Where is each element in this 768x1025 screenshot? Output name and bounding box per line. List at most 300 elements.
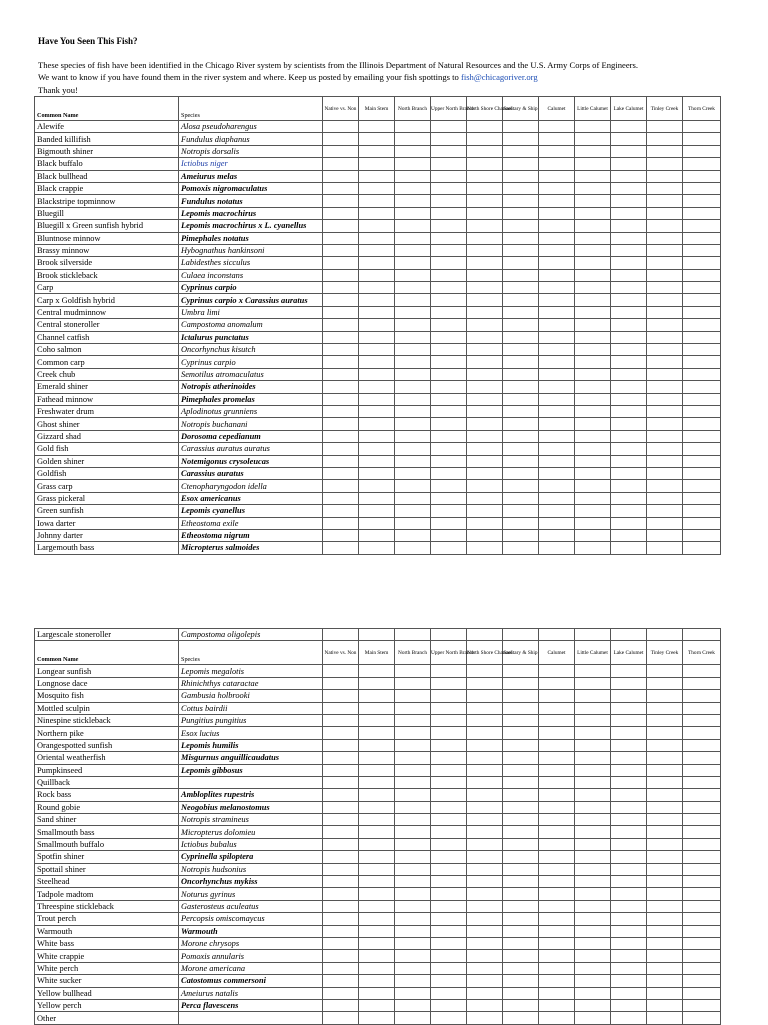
location-checkbox-cell[interactable]	[683, 492, 721, 504]
location-checkbox-cell[interactable]	[323, 814, 359, 826]
location-checkbox-cell[interactable]	[431, 1012, 467, 1024]
location-checkbox-cell[interactable]	[359, 145, 395, 157]
location-checkbox-cell[interactable]	[575, 826, 611, 838]
location-checkbox-cell[interactable]	[323, 987, 359, 999]
location-checkbox-cell[interactable]	[323, 257, 359, 269]
location-checkbox-cell[interactable]	[395, 257, 431, 269]
location-checkbox-cell[interactable]	[395, 133, 431, 145]
location-checkbox-cell[interactable]	[539, 121, 575, 133]
location-checkbox-cell[interactable]	[611, 677, 647, 689]
location-checkbox-cell[interactable]	[323, 950, 359, 962]
location-checkbox-cell[interactable]	[503, 925, 539, 937]
location-checkbox-cell[interactable]	[359, 170, 395, 182]
location-checkbox-cell[interactable]	[323, 319, 359, 331]
location-checkbox-cell[interactable]	[467, 776, 503, 788]
location-checkbox-cell[interactable]	[359, 344, 395, 356]
location-checkbox-cell[interactable]	[539, 764, 575, 776]
location-checkbox-cell[interactable]	[503, 405, 539, 417]
location-checkbox-cell[interactable]	[431, 257, 467, 269]
location-checkbox-cell[interactable]	[503, 492, 539, 504]
location-checkbox-cell[interactable]	[503, 838, 539, 850]
location-checkbox-cell[interactable]	[539, 405, 575, 417]
location-checkbox-cell[interactable]	[647, 739, 683, 751]
location-checkbox-cell[interactable]	[683, 344, 721, 356]
location-checkbox-cell[interactable]	[539, 542, 575, 554]
location-checkbox-cell[interactable]	[467, 739, 503, 751]
location-checkbox-cell[interactable]	[503, 244, 539, 256]
location-checkbox-cell[interactable]	[323, 876, 359, 888]
location-checkbox-cell[interactable]	[611, 244, 647, 256]
location-checkbox-cell[interactable]	[683, 331, 721, 343]
location-checkbox-cell[interactable]	[683, 702, 721, 714]
location-checkbox-cell[interactable]	[359, 207, 395, 219]
location-checkbox-cell[interactable]	[611, 727, 647, 739]
location-checkbox-cell[interactable]	[575, 814, 611, 826]
location-checkbox-cell[interactable]	[575, 145, 611, 157]
location-checkbox-cell[interactable]	[467, 529, 503, 541]
location-checkbox-cell[interactable]	[539, 752, 575, 764]
location-checkbox-cell[interactable]	[683, 727, 721, 739]
location-checkbox-cell[interactable]	[395, 158, 431, 170]
location-checkbox-cell[interactable]	[503, 826, 539, 838]
location-checkbox-cell[interactable]	[647, 876, 683, 888]
location-checkbox-cell[interactable]	[611, 269, 647, 281]
location-checkbox-cell[interactable]	[323, 962, 359, 974]
location-checkbox-cell[interactable]	[647, 505, 683, 517]
location-checkbox-cell[interactable]	[467, 170, 503, 182]
location-checkbox-cell[interactable]	[503, 517, 539, 529]
location-checkbox-cell[interactable]	[359, 962, 395, 974]
location-checkbox-cell[interactable]	[323, 851, 359, 863]
location-checkbox-cell[interactable]	[683, 851, 721, 863]
location-checkbox-cell[interactable]	[467, 826, 503, 838]
location-checkbox-cell[interactable]	[323, 752, 359, 764]
location-checkbox-cell[interactable]	[503, 665, 539, 677]
location-checkbox-cell[interactable]	[467, 900, 503, 912]
location-checkbox-cell[interactable]	[539, 776, 575, 788]
location-checkbox-cell[interactable]	[575, 331, 611, 343]
location-checkbox-cell[interactable]	[467, 851, 503, 863]
location-checkbox-cell[interactable]	[575, 838, 611, 850]
location-checkbox-cell[interactable]	[395, 776, 431, 788]
location-checkbox-cell[interactable]	[647, 999, 683, 1011]
location-checkbox-cell[interactable]	[467, 542, 503, 554]
location-checkbox-cell[interactable]	[611, 665, 647, 677]
location-checkbox-cell[interactable]	[647, 381, 683, 393]
location-checkbox-cell[interactable]	[467, 764, 503, 776]
location-checkbox-cell[interactable]	[359, 789, 395, 801]
location-checkbox-cell[interactable]	[575, 999, 611, 1011]
location-checkbox-cell[interactable]	[647, 801, 683, 813]
location-checkbox-cell[interactable]	[611, 838, 647, 850]
location-checkbox-cell[interactable]	[431, 492, 467, 504]
location-checkbox-cell[interactable]	[323, 331, 359, 343]
location-checkbox-cell[interactable]	[431, 405, 467, 417]
location-checkbox-cell[interactable]	[395, 319, 431, 331]
location-checkbox-cell[interactable]	[575, 937, 611, 949]
location-checkbox-cell[interactable]	[539, 269, 575, 281]
location-checkbox-cell[interactable]	[683, 319, 721, 331]
location-checkbox-cell[interactable]	[575, 443, 611, 455]
location-checkbox-cell[interactable]	[431, 801, 467, 813]
location-checkbox-cell[interactable]	[539, 480, 575, 492]
location-checkbox-cell[interactable]	[359, 492, 395, 504]
location-checkbox-cell[interactable]	[683, 480, 721, 492]
location-checkbox-cell[interactable]	[395, 814, 431, 826]
location-checkbox-cell[interactable]	[611, 888, 647, 900]
location-checkbox-cell[interactable]	[323, 467, 359, 479]
location-checkbox-cell[interactable]	[539, 727, 575, 739]
location-checkbox-cell[interactable]	[647, 851, 683, 863]
location-checkbox-cell[interactable]	[395, 826, 431, 838]
location-checkbox-cell[interactable]	[359, 851, 395, 863]
location-checkbox-cell[interactable]	[683, 863, 721, 875]
location-checkbox-cell[interactable]	[575, 789, 611, 801]
location-checkbox-cell[interactable]	[575, 677, 611, 689]
location-checkbox-cell[interactable]	[503, 752, 539, 764]
location-checkbox-cell[interactable]	[323, 999, 359, 1011]
location-checkbox-cell[interactable]	[575, 876, 611, 888]
location-checkbox-cell[interactable]	[575, 182, 611, 194]
location-checkbox-cell[interactable]	[539, 207, 575, 219]
location-checkbox-cell[interactable]	[467, 789, 503, 801]
location-checkbox-cell[interactable]	[647, 182, 683, 194]
location-checkbox-cell[interactable]	[359, 121, 395, 133]
location-checkbox-cell[interactable]	[683, 232, 721, 244]
location-checkbox-cell[interactable]	[575, 505, 611, 517]
location-checkbox-cell[interactable]	[683, 900, 721, 912]
location-checkbox-cell[interactable]	[359, 269, 395, 281]
location-checkbox-cell[interactable]	[395, 145, 431, 157]
location-checkbox-cell[interactable]	[611, 232, 647, 244]
location-checkbox-cell[interactable]	[467, 121, 503, 133]
location-checkbox-cell[interactable]	[647, 133, 683, 145]
location-checkbox-cell[interactable]	[359, 331, 395, 343]
location-checkbox-cell[interactable]	[467, 677, 503, 689]
location-checkbox-cell[interactable]	[611, 381, 647, 393]
location-checkbox-cell[interactable]	[359, 752, 395, 764]
location-checkbox-cell[interactable]	[611, 1012, 647, 1024]
location-checkbox-cell[interactable]	[683, 220, 721, 232]
location-checkbox-cell[interactable]	[683, 838, 721, 850]
location-checkbox-cell[interactable]	[503, 294, 539, 306]
location-checkbox-cell[interactable]	[503, 999, 539, 1011]
location-checkbox-cell[interactable]	[467, 133, 503, 145]
location-checkbox-cell[interactable]	[683, 133, 721, 145]
location-checkbox-cell[interactable]	[683, 393, 721, 405]
location-checkbox-cell[interactable]	[683, 195, 721, 207]
location-checkbox-cell[interactable]	[431, 443, 467, 455]
location-checkbox-cell[interactable]	[575, 517, 611, 529]
location-checkbox-cell[interactable]	[575, 1012, 611, 1024]
location-checkbox-cell[interactable]	[647, 962, 683, 974]
location-checkbox-cell[interactable]	[431, 430, 467, 442]
location-checkbox-cell[interactable]	[503, 319, 539, 331]
location-checkbox-cell[interactable]	[323, 232, 359, 244]
location-checkbox-cell[interactable]	[431, 331, 467, 343]
location-checkbox-cell[interactable]	[539, 492, 575, 504]
location-checkbox-cell[interactable]	[467, 344, 503, 356]
location-checkbox-cell[interactable]	[467, 381, 503, 393]
location-checkbox-cell[interactable]	[359, 888, 395, 900]
location-checkbox-cell[interactable]	[395, 1012, 431, 1024]
location-checkbox-cell[interactable]	[323, 207, 359, 219]
location-checkbox-cell[interactable]	[323, 863, 359, 875]
location-checkbox-cell[interactable]	[467, 393, 503, 405]
location-checkbox-cell[interactable]	[323, 888, 359, 900]
location-checkbox-cell[interactable]	[323, 170, 359, 182]
location-checkbox-cell[interactable]	[647, 344, 683, 356]
location-checkbox-cell[interactable]	[575, 975, 611, 987]
location-checkbox-cell[interactable]	[395, 393, 431, 405]
location-checkbox-cell[interactable]	[395, 405, 431, 417]
location-checkbox-cell[interactable]	[503, 344, 539, 356]
location-checkbox-cell[interactable]	[611, 814, 647, 826]
location-checkbox-cell[interactable]	[611, 826, 647, 838]
location-checkbox-cell[interactable]	[575, 133, 611, 145]
location-checkbox-cell[interactable]	[683, 801, 721, 813]
location-checkbox-cell[interactable]	[395, 542, 431, 554]
location-checkbox-cell[interactable]	[575, 170, 611, 182]
location-checkbox-cell[interactable]	[611, 282, 647, 294]
location-checkbox-cell[interactable]	[467, 368, 503, 380]
location-checkbox-cell[interactable]	[611, 455, 647, 467]
location-checkbox-cell[interactable]	[611, 690, 647, 702]
location-checkbox-cell[interactable]	[539, 863, 575, 875]
location-checkbox-cell[interactable]	[395, 344, 431, 356]
location-checkbox-cell[interactable]	[683, 677, 721, 689]
location-checkbox-cell[interactable]	[683, 764, 721, 776]
location-checkbox-cell[interactable]	[575, 529, 611, 541]
location-checkbox-cell[interactable]	[359, 937, 395, 949]
location-checkbox-cell[interactable]	[467, 467, 503, 479]
location-checkbox-cell[interactable]	[683, 158, 721, 170]
location-checkbox-cell[interactable]	[323, 195, 359, 207]
location-checkbox-cell[interactable]	[647, 925, 683, 937]
location-checkbox-cell[interactable]	[683, 962, 721, 974]
location-checkbox-cell[interactable]	[467, 937, 503, 949]
location-checkbox-cell[interactable]	[359, 727, 395, 739]
location-checkbox-cell[interactable]	[431, 851, 467, 863]
location-checkbox-cell[interactable]	[647, 368, 683, 380]
location-checkbox-cell[interactable]	[359, 393, 395, 405]
location-checkbox-cell[interactable]	[575, 714, 611, 726]
location-checkbox-cell[interactable]	[683, 182, 721, 194]
location-checkbox-cell[interactable]	[323, 282, 359, 294]
location-checkbox-cell[interactable]	[323, 158, 359, 170]
location-checkbox-cell[interactable]	[539, 789, 575, 801]
location-checkbox-cell[interactable]	[611, 776, 647, 788]
location-checkbox-cell[interactable]	[395, 727, 431, 739]
location-checkbox-cell[interactable]	[467, 714, 503, 726]
location-checkbox-cell[interactable]	[503, 455, 539, 467]
location-checkbox-cell[interactable]	[611, 999, 647, 1011]
location-checkbox-cell[interactable]	[683, 752, 721, 764]
location-checkbox-cell[interactable]	[539, 467, 575, 479]
location-checkbox-cell[interactable]	[683, 443, 721, 455]
location-checkbox-cell[interactable]	[359, 517, 395, 529]
location-checkbox-cell[interactable]	[647, 665, 683, 677]
location-checkbox-cell[interactable]	[431, 455, 467, 467]
location-checkbox-cell[interactable]	[431, 876, 467, 888]
location-checkbox-cell[interactable]	[539, 319, 575, 331]
location-checkbox-cell[interactable]	[647, 542, 683, 554]
location-checkbox-cell[interactable]	[323, 443, 359, 455]
location-checkbox-cell[interactable]	[539, 505, 575, 517]
location-checkbox-cell[interactable]	[467, 282, 503, 294]
location-checkbox-cell[interactable]	[647, 814, 683, 826]
location-checkbox-cell[interactable]	[503, 170, 539, 182]
location-checkbox-cell[interactable]	[359, 801, 395, 813]
location-checkbox-cell[interactable]	[503, 690, 539, 702]
location-checkbox-cell[interactable]	[431, 182, 467, 194]
location-checkbox-cell[interactable]	[323, 937, 359, 949]
location-checkbox-cell[interactable]	[611, 344, 647, 356]
location-checkbox-cell[interactable]	[683, 257, 721, 269]
location-checkbox-cell[interactable]	[647, 492, 683, 504]
location-checkbox-cell[interactable]	[611, 443, 647, 455]
location-checkbox-cell[interactable]	[611, 331, 647, 343]
location-checkbox-cell[interactable]	[647, 950, 683, 962]
location-checkbox-cell[interactable]	[647, 269, 683, 281]
location-checkbox-cell[interactable]	[503, 727, 539, 739]
location-checkbox-cell[interactable]	[431, 727, 467, 739]
location-checkbox-cell[interactable]	[611, 913, 647, 925]
location-checkbox-cell[interactable]	[431, 714, 467, 726]
location-checkbox-cell[interactable]	[431, 220, 467, 232]
location-checkbox-cell[interactable]	[611, 876, 647, 888]
location-checkbox-cell[interactable]	[431, 950, 467, 962]
location-checkbox-cell[interactable]	[467, 814, 503, 826]
location-checkbox-cell[interactable]	[611, 220, 647, 232]
location-checkbox-cell[interactable]	[431, 505, 467, 517]
location-checkbox-cell[interactable]	[683, 629, 721, 641]
location-checkbox-cell[interactable]	[539, 888, 575, 900]
location-checkbox-cell[interactable]	[431, 232, 467, 244]
location-checkbox-cell[interactable]	[647, 195, 683, 207]
location-checkbox-cell[interactable]	[395, 962, 431, 974]
location-checkbox-cell[interactable]	[395, 999, 431, 1011]
location-checkbox-cell[interactable]	[467, 727, 503, 739]
location-checkbox-cell[interactable]	[503, 714, 539, 726]
location-checkbox-cell[interactable]	[359, 443, 395, 455]
location-checkbox-cell[interactable]	[323, 368, 359, 380]
location-checkbox-cell[interactable]	[539, 629, 575, 641]
location-checkbox-cell[interactable]	[503, 393, 539, 405]
location-checkbox-cell[interactable]	[431, 145, 467, 157]
location-checkbox-cell[interactable]	[683, 529, 721, 541]
location-checkbox-cell[interactable]	[647, 913, 683, 925]
location-checkbox-cell[interactable]	[611, 789, 647, 801]
location-checkbox-cell[interactable]	[647, 319, 683, 331]
location-checkbox-cell[interactable]	[683, 714, 721, 726]
location-checkbox-cell[interactable]	[323, 294, 359, 306]
location-checkbox-cell[interactable]	[323, 776, 359, 788]
location-checkbox-cell[interactable]	[431, 244, 467, 256]
location-checkbox-cell[interactable]	[467, 975, 503, 987]
location-checkbox-cell[interactable]	[683, 467, 721, 479]
location-checkbox-cell[interactable]	[539, 244, 575, 256]
location-checkbox-cell[interactable]	[647, 306, 683, 318]
location-checkbox-cell[interactable]	[467, 801, 503, 813]
location-checkbox-cell[interactable]	[683, 170, 721, 182]
location-checkbox-cell[interactable]	[611, 863, 647, 875]
location-checkbox-cell[interactable]	[539, 356, 575, 368]
location-checkbox-cell[interactable]	[395, 752, 431, 764]
location-checkbox-cell[interactable]	[647, 789, 683, 801]
location-checkbox-cell[interactable]	[431, 529, 467, 541]
location-checkbox-cell[interactable]	[467, 232, 503, 244]
location-checkbox-cell[interactable]	[575, 752, 611, 764]
location-checkbox-cell[interactable]	[395, 739, 431, 751]
location-checkbox-cell[interactable]	[395, 269, 431, 281]
location-checkbox-cell[interactable]	[539, 937, 575, 949]
location-checkbox-cell[interactable]	[503, 529, 539, 541]
location-checkbox-cell[interactable]	[359, 999, 395, 1011]
location-checkbox-cell[interactable]	[359, 876, 395, 888]
location-checkbox-cell[interactable]	[323, 727, 359, 739]
location-checkbox-cell[interactable]	[647, 393, 683, 405]
location-checkbox-cell[interactable]	[467, 195, 503, 207]
location-checkbox-cell[interactable]	[647, 937, 683, 949]
location-checkbox-cell[interactable]	[647, 702, 683, 714]
location-checkbox-cell[interactable]	[539, 306, 575, 318]
location-checkbox-cell[interactable]	[575, 888, 611, 900]
location-checkbox-cell[interactable]	[611, 505, 647, 517]
location-checkbox-cell[interactable]	[395, 492, 431, 504]
location-checkbox-cell[interactable]	[359, 133, 395, 145]
location-checkbox-cell[interactable]	[323, 492, 359, 504]
location-checkbox-cell[interactable]	[575, 702, 611, 714]
location-checkbox-cell[interactable]	[395, 368, 431, 380]
location-checkbox-cell[interactable]	[647, 170, 683, 182]
location-checkbox-cell[interactable]	[431, 319, 467, 331]
location-checkbox-cell[interactable]	[575, 925, 611, 937]
location-checkbox-cell[interactable]	[323, 542, 359, 554]
location-checkbox-cell[interactable]	[431, 838, 467, 850]
location-checkbox-cell[interactable]	[539, 381, 575, 393]
location-checkbox-cell[interactable]	[611, 145, 647, 157]
location-checkbox-cell[interactable]	[467, 702, 503, 714]
location-checkbox-cell[interactable]	[359, 863, 395, 875]
location-checkbox-cell[interactable]	[683, 381, 721, 393]
location-checkbox-cell[interactable]	[467, 480, 503, 492]
location-checkbox-cell[interactable]	[431, 170, 467, 182]
location-checkbox-cell[interactable]	[359, 826, 395, 838]
location-checkbox-cell[interactable]	[575, 269, 611, 281]
location-checkbox-cell[interactable]	[323, 381, 359, 393]
location-checkbox-cell[interactable]	[647, 356, 683, 368]
location-checkbox-cell[interactable]	[503, 900, 539, 912]
location-checkbox-cell[interactable]	[431, 158, 467, 170]
location-checkbox-cell[interactable]	[467, 950, 503, 962]
location-checkbox-cell[interactable]	[575, 467, 611, 479]
location-checkbox-cell[interactable]	[467, 455, 503, 467]
location-checkbox-cell[interactable]	[539, 913, 575, 925]
location-checkbox-cell[interactable]	[503, 467, 539, 479]
location-checkbox-cell[interactable]	[467, 356, 503, 368]
location-checkbox-cell[interactable]	[647, 282, 683, 294]
location-checkbox-cell[interactable]	[467, 888, 503, 900]
location-checkbox-cell[interactable]	[683, 269, 721, 281]
location-checkbox-cell[interactable]	[683, 244, 721, 256]
location-checkbox-cell[interactable]	[395, 764, 431, 776]
location-checkbox-cell[interactable]	[431, 937, 467, 949]
location-checkbox-cell[interactable]	[539, 677, 575, 689]
location-checkbox-cell[interactable]	[611, 925, 647, 937]
location-checkbox-cell[interactable]	[395, 430, 431, 442]
location-checkbox-cell[interactable]	[431, 467, 467, 479]
